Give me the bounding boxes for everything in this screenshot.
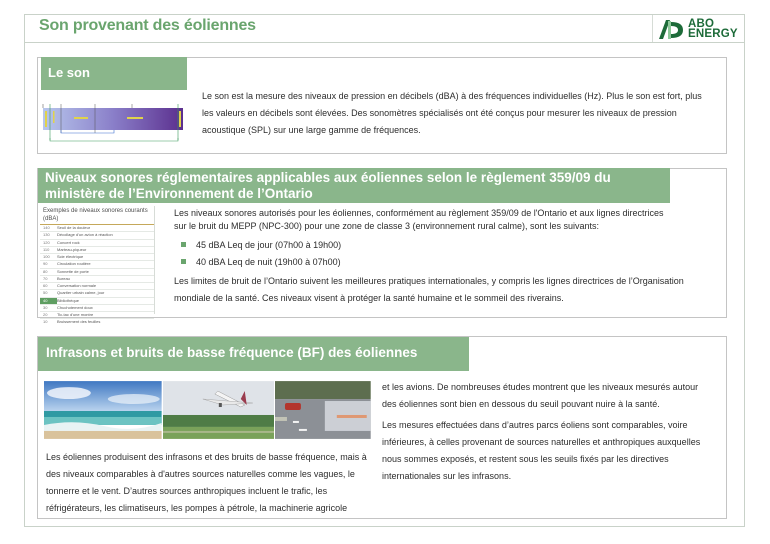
night-limit: 40 dBA Leq de nuit (19h00 à 07h00): [196, 256, 341, 267]
sound-level-value: 40: [40, 298, 57, 304]
logo-line1: ABO: [688, 17, 715, 30]
noise-limits-list: [181, 236, 341, 270]
sound-level-value: 30: [43, 304, 48, 310]
abo-logo-icon: [657, 18, 685, 40]
sound-level-value: 80: [43, 268, 48, 274]
sound-description: Le son est la mesure des niveaux de pression en décibels (dBA) à des fréquences individuelles (Hz). Plus le son est fort, plus les valeurs en décibels sont élevées. Des sonomètres spécialisés ont été conçus pour mesurer les niveaux de pression acoustique (SPL) sur une large gamme de fréquences.: [202, 91, 702, 135]
regulation-heading: Niveaux sonores réglementaires applicables aux éoliennes selon le règlement 359/09 du ministère de l’Environnement de l’Ontario: [38, 168, 670, 203]
table-row: [40, 282, 154, 289]
ocean-waves-photo: [44, 381, 162, 439]
sound-source-label: Concert rock: [57, 239, 80, 245]
logo-line2: ENERGY: [688, 27, 738, 40]
infrasound-heading: Infrasons et bruits de basse fréquence (BF) des éoliennes: [38, 337, 469, 371]
sound-level-value: 120: [43, 239, 50, 245]
airplane-takeoff-photo: [163, 381, 275, 439]
sound-level-value: 140: [43, 225, 50, 230]
list-item: [181, 236, 341, 253]
sound-level-value: 50: [43, 290, 48, 296]
sound-level-value: 100: [43, 254, 50, 259]
table-row: [40, 268, 154, 275]
sound-level-value: 130: [43, 232, 50, 238]
table-row: [40, 304, 154, 311]
table-row: [40, 275, 154, 282]
sound-source-label: Chuchotement doux: [57, 304, 93, 310]
sound-source-label: Décollage d'un avion à réaction: [57, 232, 113, 238]
sound-levels-table: [40, 206, 155, 325]
table-row: [40, 231, 154, 238]
page-title: Son provenant des éoliennes: [39, 17, 256, 34]
sound-levels-table-title: Exemples de niveaux sonores courants (dBA): [43, 208, 148, 222]
list-item: [181, 253, 341, 270]
table-row: [40, 318, 154, 325]
table-row: [40, 311, 154, 318]
bullet-square-icon: [181, 259, 186, 264]
sound-level-value: 70: [43, 275, 48, 281]
logo-wordmark: [688, 19, 738, 39]
sound-source-label: Bibliothèque: [57, 297, 80, 303]
infrasound-text-right-2: Les mesures effectuées dans d’autres parcs éoliens sont comparables, voire inférieures, à celles provenant de sources naturelles et anthropiques auxquelles nous sommes exposés, et restent sous les seuils fixés par les directives internationales sur les infrasons.: [382, 420, 701, 481]
sound-source-label: Scie électrique: [57, 254, 84, 259]
header-divider: [24, 42, 745, 43]
table-row: [40, 289, 154, 296]
sound-source-label: Bureau: [57, 275, 70, 281]
sound-source-label: Tic-tac d'une montre: [57, 312, 94, 317]
sound-source-label: Quartier urbain calme, jour: [57, 290, 105, 296]
sound-level-value: 90: [43, 261, 48, 267]
day-limit: 45 dBA Leq de jour (07h00 à 19h00): [196, 239, 342, 250]
infrasound-text-right-1: et les avions. De nombreuses études montrent que les niveaux mesurés autour des éoliennes sont bien en dessous du seuil pouvant nuire à la santé.: [382, 382, 699, 409]
sound-source-label: Conversation normale: [57, 283, 97, 288]
table-row: [40, 253, 154, 260]
regulation-text: Les limites de bruit de l’Ontario suivent les meilleures pratiques internationales, y compris les lignes directrices de l’Organisation mondiale de la santé. Ces niveaux visent à protéger la santé humaine et le sommeil des riverains.: [174, 276, 684, 303]
regulation-intro: Les niveaux sonores autorisés pour les éoliennes, conformément au règlement 359/09 de l'Ontario et aux lignes directrices sur le bruit du MEPP (NPC-300) pour une zone de classe 3 (environnement rural calme), sont les suivants:: [174, 208, 664, 231]
sound-source-label: Seuil de la douleur: [57, 225, 91, 230]
infrasound-text-right: [382, 379, 712, 485]
sound-source-label: Sonnette de porte: [57, 268, 89, 274]
table-row: [40, 224, 154, 231]
photo-strip: [44, 381, 371, 439]
bullet-square-icon: [181, 242, 186, 247]
sound-heading: Le son: [41, 57, 187, 90]
sound-level-value: 10: [43, 319, 48, 325]
table-row: [40, 260, 154, 267]
abo-energy-logo: [652, 15, 744, 42]
infrasound-text-left: Les éoliennes produisent des infrasons et des bruits de basse fréquence, mais à des niveaux comparables à d'autres sources naturelles comme les vagues, le tonnerre et le vent. D’autres sources anthropiques incluent le trafic, les réfrigérateurs, les climatiseurs, les pompes à pétrole, la machinerie agricole: [46, 452, 367, 513]
sound-source-label: Bruissement des feuilles: [57, 319, 101, 325]
frequency-spectrum-icon: [42, 100, 184, 146]
table-row: [40, 297, 154, 304]
sound-level-value: 60: [43, 283, 48, 288]
table-row: [40, 239, 154, 246]
sound-source-label: Circulation routière: [57, 261, 91, 267]
road-traffic-photo: [275, 381, 371, 439]
sound-level-value: 20: [43, 312, 48, 317]
table-row: [40, 246, 154, 253]
sound-level-value: 110: [43, 246, 50, 252]
sound-source-label: Marteau-piqueur: [57, 246, 87, 252]
